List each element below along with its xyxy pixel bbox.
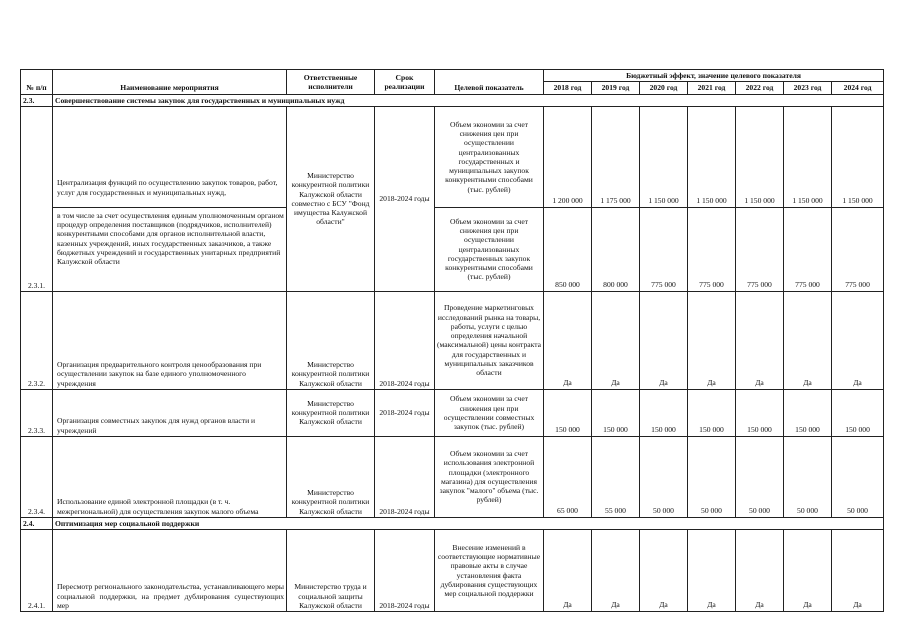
row-value: 50 000 <box>736 436 784 517</box>
row-value: 850 000 <box>544 207 592 291</box>
header-year: 2020 год <box>640 82 688 94</box>
row-num: 2.3.2. <box>21 291 53 389</box>
row-executor: Министерство труда и социальной защиты Калужской области <box>287 530 375 612</box>
table-row <box>21 436 884 517</box>
row-value: 1 150 000 <box>640 106 688 207</box>
header-year: 2019 год <box>592 82 640 94</box>
row-indicator: Объем экономии за счет снижения цен при осуществлении централизованных государственных закупок конкурентными способами (тыс. рублей) <box>435 207 544 291</box>
row-value: 50 000 <box>688 436 736 517</box>
row-num: 2.3.1. <box>21 106 53 291</box>
row-num: 2.4.1. <box>21 530 53 612</box>
row-value: 1 175 000 <box>592 106 640 207</box>
row-indicator: Проведение маркетинговых исследований рынка на товары, работы, услуги с целью определения начальной (максимальной) цены контракта для государственных и муниципальных заказчиков области <box>435 291 544 389</box>
row-value: 65 000 <box>544 436 592 517</box>
row-indicator: Объем экономии за счет снижения цен при осуществлении совместных закупок (тыс. рублей) <box>435 389 544 436</box>
row-value: Да <box>784 530 832 612</box>
row-value: Да <box>688 291 736 389</box>
row-executor: Министерство конкурентной политики Калужской области <box>287 436 375 517</box>
table-row <box>21 530 884 612</box>
header-year: 2021 год <box>688 82 736 94</box>
section-title: Совершенствование системы закупок для государственных и муниципальных нужд <box>53 94 884 106</box>
row-value: 150 000 <box>544 389 592 436</box>
table-header-row <box>21 70 884 82</box>
row-executor: Министерство конкурентной политики Калужской области совместно с БСУ "Фонд имущества Калужской области" <box>287 106 375 291</box>
row-event-continued: в том числе за счет осуществления единым уполномоченным органом процедур определения поставщиков (подрядчиков, исполнителей) конкурентными способами для органов исполнительной власти, казенных учреждений, иных государственных заказчиков, а также бюджетных учреждений и государственных унитарных предприятий Калужской области <box>53 207 287 291</box>
row-value: Да <box>592 291 640 389</box>
row-value: Да <box>688 530 736 612</box>
row-value: 775 000 <box>832 207 884 291</box>
measures-table <box>20 69 884 612</box>
row-value: Да <box>784 291 832 389</box>
header-event: Наименование мероприятия <box>53 70 287 95</box>
row-event: Использование единой электронной площадки (в т. ч. межрегиональной) для осуществления закупок малого объема <box>53 436 287 517</box>
row-num: 2.3.4. <box>21 436 53 517</box>
row-value: Да <box>832 291 884 389</box>
row-term: 2018-2024 годы <box>375 389 435 436</box>
row-indicator: Внесение изменений в соответствующие нормативные правовые акты в случае установления факта дублирования существующих мер социальной поддержки <box>435 530 544 612</box>
row-event: Централизация функций по осуществлению закупок товаров, работ, услуг для государственных и муниципальных нужд, <box>53 106 287 207</box>
row-term: 2018-2024 годы <box>375 530 435 612</box>
section-title: Оптимизация мер социальной поддержки <box>53 517 884 529</box>
row-value: 1 150 000 <box>736 106 784 207</box>
row-event: Пересмотр регионального законодательства, устанавливающего меры социальной поддержки, на предмет дублирования существующих мер <box>53 530 287 612</box>
row-event: Организация предварительного контроля ценообразования при осуществлении закупок на базе единого уполномоченного учреждения <box>53 291 287 389</box>
row-value: Да <box>544 291 592 389</box>
row-value: 1 150 000 <box>832 106 884 207</box>
section-row <box>21 94 884 106</box>
row-value: 150 000 <box>640 389 688 436</box>
section-num: 2.4. <box>21 517 53 529</box>
row-value: Да <box>592 530 640 612</box>
row-value: 775 000 <box>640 207 688 291</box>
header-year: 2022 год <box>736 82 784 94</box>
header-year: 2023 год <box>784 82 832 94</box>
table-row <box>21 207 884 291</box>
header-indicator: Целевой показатель <box>435 70 544 95</box>
row-indicator: Объем экономии за счет использования электронной площадки (электронного магазина) для осуществления закупок "малого" объема (тыс. рублей) <box>435 436 544 517</box>
row-value: 50 000 <box>784 436 832 517</box>
header-executor: Ответственные исполнители <box>287 70 375 95</box>
table-row <box>21 389 884 436</box>
row-value: Да <box>640 291 688 389</box>
row-value: 1 150 000 <box>688 106 736 207</box>
row-indicator: Объем экономии за счет снижения цен при осуществлении централизованных государственных и муниципальных закупок конкурентными способами (тыс. рублей) <box>435 106 544 207</box>
table-row <box>21 106 884 207</box>
row-value: 55 000 <box>592 436 640 517</box>
row-executor: Министерство конкурентной политики Калужской области <box>287 389 375 436</box>
row-executor: Министерство конкурентной политики Калужской области <box>287 291 375 389</box>
row-term: 2018-2024 годы <box>375 291 435 389</box>
row-value: Да <box>736 291 784 389</box>
row-value: 50 000 <box>640 436 688 517</box>
row-value: 1 200 000 <box>544 106 592 207</box>
row-value: 150 000 <box>592 389 640 436</box>
row-value: Да <box>832 530 884 612</box>
row-value: 775 000 <box>784 207 832 291</box>
header-num: № п/п <box>21 70 53 95</box>
row-value: 800 000 <box>592 207 640 291</box>
row-value: 775 000 <box>736 207 784 291</box>
row-value: 50 000 <box>832 436 884 517</box>
header-year: 2024 год <box>832 82 884 94</box>
table-row <box>21 291 884 389</box>
header-year: 2018 год <box>544 82 592 94</box>
row-num: 2.3.3. <box>21 389 53 436</box>
section-row <box>21 517 884 529</box>
row-value: 775 000 <box>688 207 736 291</box>
row-value: 150 000 <box>736 389 784 436</box>
row-value: Да <box>736 530 784 612</box>
header-term: Срок реализации <box>375 70 435 95</box>
row-value: Да <box>640 530 688 612</box>
row-value: Да <box>544 530 592 612</box>
row-value: 150 000 <box>832 389 884 436</box>
row-value: 150 000 <box>784 389 832 436</box>
row-value: 1 150 000 <box>784 106 832 207</box>
row-term: 2018-2024 годы <box>375 106 435 291</box>
row-event: Организация совместных закупок для нужд органов власти и учреждений <box>53 389 287 436</box>
row-value: 150 000 <box>688 389 736 436</box>
section-num: 2.3. <box>21 94 53 106</box>
row-term: 2018-2024 годы <box>375 436 435 517</box>
header-budget-effect: Бюджетный эффект, значение целевого показателя <box>544 70 884 82</box>
